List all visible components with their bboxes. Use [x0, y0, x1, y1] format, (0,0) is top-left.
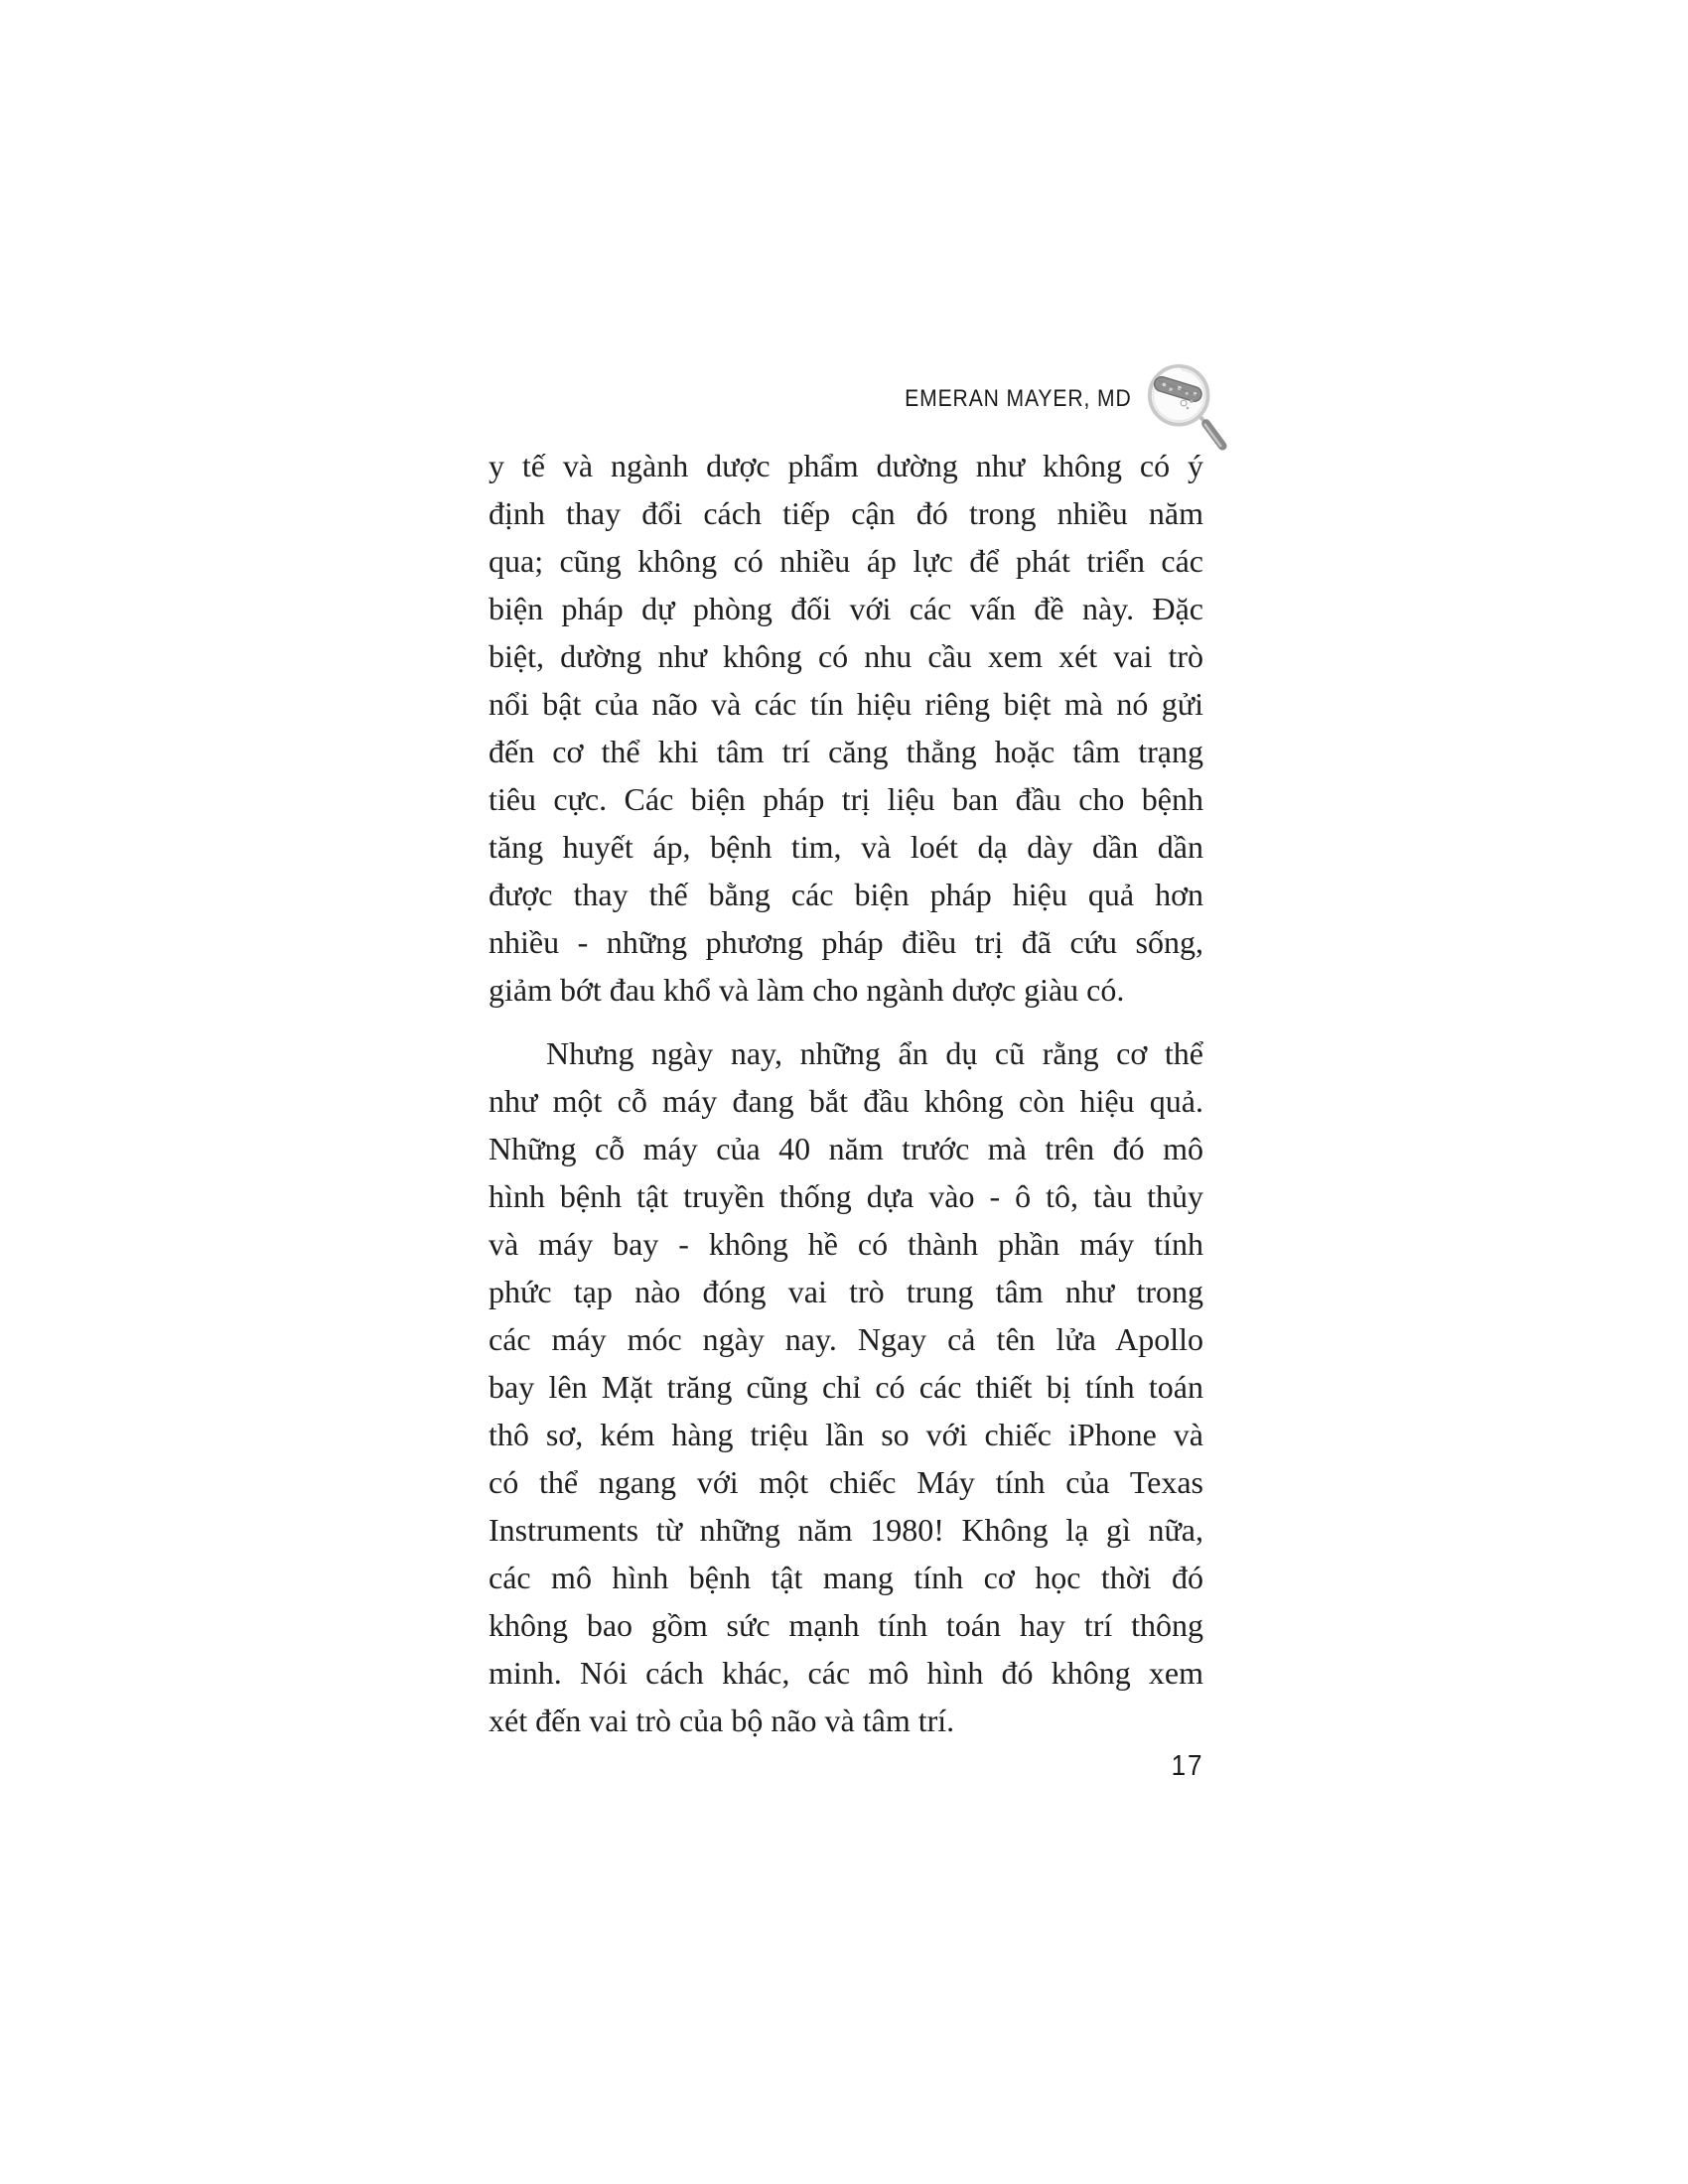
text-line: nổi bật của não và các tín hiệu riêng biệt mà nó gửi — [489, 686, 1203, 722]
running-head-author: EMERAN MAYER, MD — [905, 385, 1132, 412]
text-line: không bao gồm sức mạnh tính toán hay trí thông — [489, 1607, 1203, 1643]
text-line: tăng huyết áp, bệnh tim, và loét dạ dày dần dần — [489, 829, 1203, 865]
text-line: biệt, dường như không có nhu cầu xem xét vai trò — [489, 638, 1203, 674]
text-line: tiêu cực. Các biện pháp trị liệu ban đầu cho bệnh — [489, 781, 1203, 817]
text-line: nhiều - những phương pháp điều trị đã cứu sống, — [489, 924, 1203, 960]
text-line: các mô hình bệnh tật mang tính cơ học thời đó — [489, 1560, 1203, 1595]
text-line: Instruments từ những năm 1980! Không lạ gì nữa, — [489, 1512, 1203, 1548]
text-line: minh. Nói cách khác, các mô hình đó không xem — [489, 1655, 1203, 1691]
text-line: có thể ngang với một chiếc Máy tính của Texas — [489, 1464, 1203, 1500]
text-line: định thay đổi cách tiếp cận đó trong nhiều năm — [489, 495, 1203, 531]
text-line: giảm bớt đau khổ và làm cho ngành dược giàu có. — [489, 972, 1125, 1008]
text-line: và máy bay - không hề có thành phần máy tính — [489, 1226, 1203, 1262]
text-line: biện pháp dự phòng đối với các vấn đề này. Đặc — [489, 591, 1203, 626]
paragraph — [489, 442, 1203, 1014]
text-line: y tế và ngành dược phẩm dường như không có ý — [489, 448, 1203, 483]
text-line: được thay thế bằng các biện pháp hiệu quả hơn — [489, 877, 1203, 912]
text-line: Những cỗ máy của 40 năm trước mà trên đó mô — [489, 1131, 1203, 1166]
text-line: qua; cũng không có nhiều áp lực để phát triển các — [489, 543, 1203, 579]
paragraph — [489, 1029, 1203, 1744]
body-text — [489, 442, 1203, 1744]
text-line: thô sơ, kém hàng triệu lần so với chiếc iPhone và — [489, 1417, 1203, 1452]
text-line: đến cơ thể khi tâm trí căng thẳng hoặc tâm trạng — [489, 734, 1203, 769]
text-line: bay lên Mặt trăng cũng chỉ có các thiết bị tính toán — [489, 1369, 1203, 1405]
text-line: các máy móc ngày nay. Ngay cả tên lửa Apollo — [489, 1321, 1203, 1357]
text-line: phức tạp nào đóng vai trò trung tâm như trong — [489, 1274, 1203, 1309]
text-line: hình bệnh tật truyền thống dựa vào - ô tô, tàu thủy — [489, 1178, 1203, 1214]
text-line: xét đến vai trò của bộ não và tâm trí. — [489, 1703, 955, 1738]
text-line: như một cỗ máy đang bắt đầu không còn hiệu quả. — [489, 1083, 1203, 1119]
page-number: 17 — [1171, 1750, 1203, 1782]
text-line: Nhưng ngày nay, những ẩn dụ cũ rằng cơ thể — [546, 1035, 1203, 1071]
